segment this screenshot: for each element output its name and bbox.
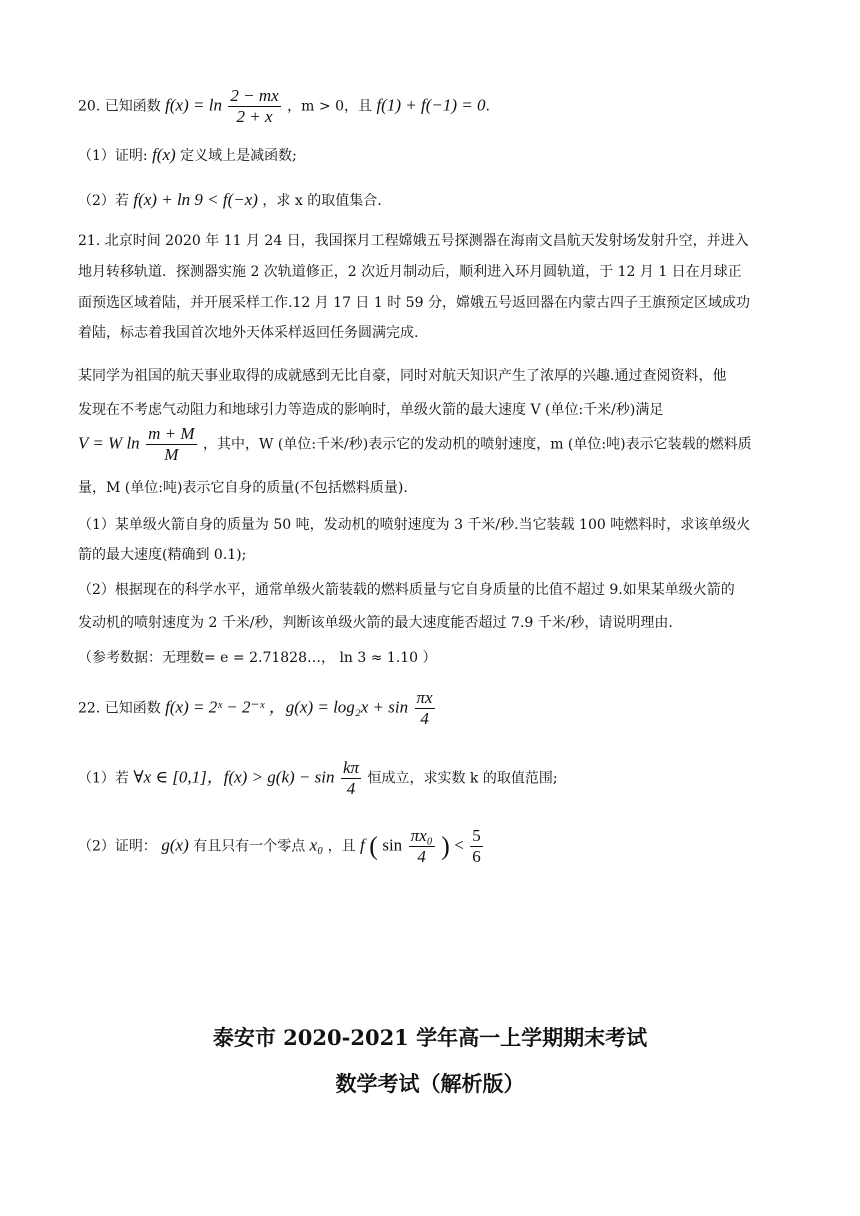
page-subtitle: 数学考试（解析版） <box>335 1071 525 1096</box>
q22-g-fraction: $\frac{\pi x}{4}$ <box>416 688 433 728</box>
q21-formula-line: V = W ln $\frac{m + M}{M}$ ，其中，W (单位:千米/秒)表示它的发动机的喷射速度，m (单位:吨)表示它装载的燃料质 <box>78 424 752 464</box>
q21-fraction: $\frac{m + M}{M}$ <box>148 424 195 464</box>
q21-line1: 21. 北京时间 2020 年 11 月 24 日，我国探月工程嫦娥五号探测器在海南文昌航天发射场发射升空，并进入 <box>78 233 749 249</box>
q22-f-def: f(x) = 2ˣ − 2⁻ˣ <box>165 697 265 717</box>
q20-part1: （1）证明: f(x) 定义域上是减函数; <box>78 145 297 164</box>
q21-line4: 着陆，标志着我国首次地外天体采样返回任务圆满完成. <box>78 325 419 341</box>
q21-line2: 地月转移轨道．探测器实施 2 次轨道修正，2 次近月制动后，顺利进入环月圆轨道，于 12 月 1 日在月球正 <box>78 264 742 280</box>
q22-stem: 22. 已知函数 f(x) = 2ˣ − 2⁻ˣ ，g(x) = log₂x + sin $\frac{\pi x}{4}$ <box>78 688 433 728</box>
q21-part1a: （1）某单级火箭自身的质量为 50 吨，发动机的喷射速度为 3 千米/秒.当它装载 100 吨燃料时，求该单级火 <box>78 517 751 533</box>
q22-part2-fraction: $\frac{\text{πx₀}}{4}$ <box>410 826 433 866</box>
q21-line5: 某同学为祖国的航天事业取得的成就感到无比自豪，同时对航天知识产生了浓厚的兴趣.通过查阅资料，他 <box>78 368 727 384</box>
q22-part1: （1）若 ∀x ∈ [0,1]，f(x) > g(k) − sin $\frac{k\pi}{4}$ 恒成立，求实数 k 的取值范围; <box>78 758 558 798</box>
q21-formula-lhs: V = W ln <box>78 433 140 453</box>
page-title: 泰安市 2020-2021 学年高一上学期期末考试 <box>212 1025 648 1050</box>
q21-line6: 发现在不考虑气动阻力和地球引力等造成的影响时，单级火箭的最大速度 V (单位:千米/秒)满足 <box>78 402 664 418</box>
q20-stem: 20. 已知函数 f(x) = ln $\frac{2 - mx}{2 + x}$ ，m > 0，且 f(1) + f(−1) = 0. <box>78 86 490 126</box>
q21-line8: 量，M (单位:吨)表示它自身的质量(不包括燃料质量). <box>78 480 408 496</box>
q21-part2a: （2）根据现在的科学水平，通常单级火箭装载的燃料质量与它自身质量的比值不超过 9.如果某单级火箭的 <box>78 582 735 598</box>
q20-part2: （2）若 f(x) + ln 9 < f(−x) ，求 x 的取值集合. <box>78 190 382 209</box>
q22-part2: （2）证明： g(x) 有且只有一个零点 x₀ ，且 f ( sin $\frac{\text{πx₀}}{4}$ ) < $\frac{5}{6}$ <box>78 826 481 866</box>
q22-part1-fraction: $\frac{k\pi}{4}$ <box>342 758 360 798</box>
q21-part2b: 发动机的喷射速度为 2 千米/秒，判断该单级火箭的最大速度能否超过 7.9 千米/秒，请说明理由. <box>78 615 673 631</box>
q20-number: 20. <box>78 98 101 115</box>
q21-line3: 面预选区域着陆，并开展采样工作.12 月 17 日 1 时 59 分，嫦娥五号返回器在内蒙古四子王旗预定区域成功 <box>78 295 750 311</box>
q20-fraction: $\frac{2 - mx}{2 + x}$ <box>230 86 279 126</box>
q21-part1b: 箭的最大速度(精确到 0.1); <box>78 547 247 563</box>
q22-part2-rhs-fraction: $\frac{5}{6}$ <box>472 826 481 866</box>
q20-formula-lhs: f(x) = ln <box>165 95 222 115</box>
q22-g-def: ，g(x) = log₂x + sin <box>268 697 409 717</box>
q21-reference: （参考数据：无理数= e = 2.71828…， ln 3 ≈ 1.10 ） <box>78 650 437 666</box>
